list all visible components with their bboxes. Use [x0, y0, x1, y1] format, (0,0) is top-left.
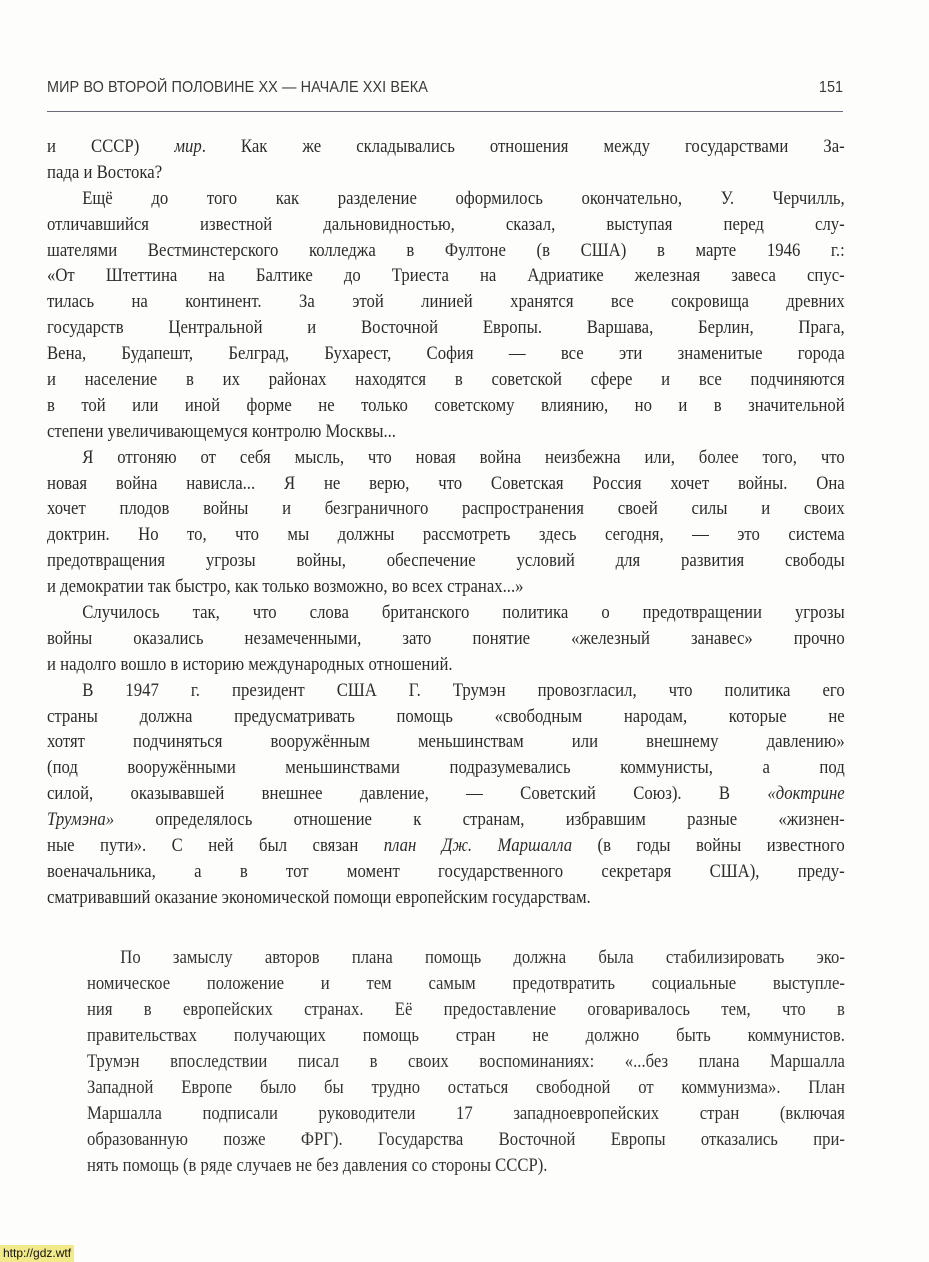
watermark-link[interactable]: http://gdz.wtf	[0, 1245, 74, 1262]
text-line: (под вооружёнными меньшинствами подразумевались коммунисты, а под	[47, 757, 845, 779]
text-line: шателями Вестминстерского колледжа в Фултоне (в США) в марте 1946 г.:	[47, 239, 845, 261]
text-line: Трумэн впоследствии писал в своих воспоминаниях: «...без плана Маршалла	[87, 1052, 845, 1072]
emphasis: план Дж. Маршалла	[383, 835, 573, 857]
emphasis: мир	[174, 136, 202, 157]
text-line: ные пути». С ней был связан план Дж. Маршалла (в годы войны известного	[47, 835, 845, 857]
text-line: правительствах получающих помощь стран не должно быть коммунистов.	[87, 1026, 845, 1046]
text-line: Вена, Будапешт, Белград, Бухарест, София — все эти знаменитые города	[47, 343, 845, 365]
text-line: и демократии так быстро, как только возможно, во всех странах...»	[47, 576, 524, 598]
text-line: По замыслу авторов плана помощь должна была стабилизировать эко-	[120, 948, 845, 968]
text-line: Я отгоняю от себя мысль, что новая война неизбежна или, более того, что	[82, 446, 845, 468]
text-line: сматривавший оказание экономической помощи европейским государствам.	[47, 886, 591, 908]
main-text-body	[47, 134, 845, 911]
emphasis: «доктрине	[767, 783, 845, 805]
text-line: хотят подчиняться вооружённым меньшинствам или внешнему давлению»	[47, 731, 845, 753]
emphasis: Трумэна»	[47, 809, 115, 831]
text-line: войны оказались незамеченными, зато понятие «железный занавес» прочно	[47, 627, 845, 649]
text-line: ния в европейских странах. Её предоставление оговаривалось тем, что в	[87, 1000, 845, 1020]
text-line: нять помощь (в ряде случаев не без давления со стороны СССР).	[87, 1156, 548, 1176]
text-line: и СССР) мир. Как же складывались отношения между государствами За-	[47, 136, 845, 157]
text-line: Случилось так, что слова британского политика о предотвращении угрозы	[82, 602, 845, 624]
text-line: государств Центральной и Восточной Европы. Варшава, Берлин, Прага,	[47, 317, 845, 339]
text-line: В 1947 г. президент США Г. Трумэн провозгласил, что политика его	[82, 679, 845, 701]
text-line: пада и Востока?	[47, 161, 163, 183]
running-title: МИР ВО ВТОРОЙ ПОЛОВИНЕ XX — НАЧАЛЕ XXI ВЕКА	[47, 79, 428, 96]
text-line: силой, оказывавшей внешнее давление, — Советский Союз). В «доктрине	[47, 783, 845, 805]
sidebar-paragraph	[87, 945, 845, 1179]
text-line: в той или иной форме не только советскому влиянию, но и в значительной	[47, 394, 845, 416]
page-number: 151	[818, 79, 843, 96]
text-line: «От Штеттина на Балтике до Триеста на Адриатике железная завеса спус-	[47, 265, 845, 287]
text-line: номическое положение и тем самым предотвратить социальные выступле-	[87, 974, 845, 994]
text-line: доктрин. Но то, что мы должны рассмотреть здесь сегодня, — это система	[47, 524, 845, 546]
text-line: степени увеличивающемуся контролю Москвы...	[47, 420, 396, 442]
text-line: Маршалла подписали руководители 17 западноевропейских стран (включая	[87, 1104, 845, 1124]
header-divider	[47, 111, 843, 112]
text-line: хочет плодов войны и безграничного распространения своей силы и своих	[47, 498, 845, 520]
text-line: и население в их районах находятся в советской сфере и все подчиняются	[47, 369, 845, 391]
text-line: страны должна предусматривать помощь «свободным народам, которые не	[47, 705, 845, 727]
text-line: Западной Европе было бы трудно остаться свободной от коммунизма». План	[87, 1078, 845, 1098]
text-line: образованную позже ФРГ). Государства Восточной Европы отказались при-	[87, 1130, 845, 1150]
text-line: отличавшийся известной дальновидностью, сказал, выступая перед слу-	[47, 213, 845, 235]
text-line: тилась на континент. За этой линией хранятся все сокровища древних	[47, 291, 845, 313]
text-line: новая война нависла... Я не верю, что Советская Россия хочет войны. Она	[47, 472, 845, 494]
text-line: и надолго вошло в историю международных отношений.	[47, 653, 453, 675]
running-head	[47, 79, 843, 101]
text-line: Трумэна» определялось отношение к странам, избравшим разные «жизнен-	[47, 809, 845, 831]
text-line: Ещё до того как разделение оформилось окончательно, У. Черчилль,	[82, 187, 845, 209]
text-line: военачальника, а в тот момент государственного секретаря США), преду-	[47, 860, 845, 882]
text-line: предотвращения угрозы войны, обеспечение условий для развития свободы	[47, 550, 845, 572]
